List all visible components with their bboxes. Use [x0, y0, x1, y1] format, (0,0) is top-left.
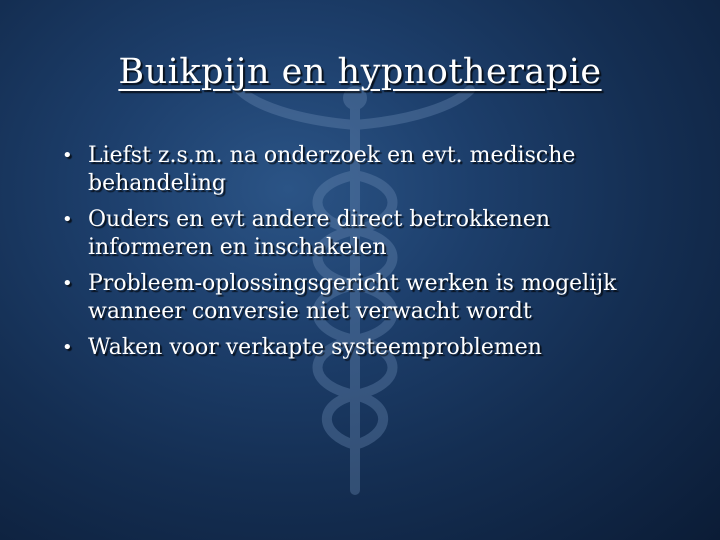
- bullet-text: Liefst z.s.m. na onderzoek en evt. medische behandeling: [88, 143, 576, 196]
- bullet-text: Probleem-oplossingsgericht werken is mogelijk wanneer conversie niet verwacht wordt: [88, 271, 617, 324]
- bullet-text: Waken voor verkapte systeemproblemen: [88, 335, 542, 360]
- list-item: [60, 270, 680, 326]
- bullet-icon: •: [62, 337, 73, 358]
- bullet-icon: •: [62, 145, 73, 166]
- bullet-icon: •: [62, 209, 73, 230]
- bullet-list: [60, 142, 680, 370]
- list-item: [60, 142, 680, 198]
- list-item: [60, 206, 680, 262]
- list-item: [60, 334, 680, 362]
- bullet-icon: •: [62, 273, 73, 294]
- slide-title: Buikpijn en hypnotherapie: [118, 52, 602, 92]
- bullet-text: Ouders en evt andere direct betrokkenen informeren en inschakelen: [88, 207, 551, 260]
